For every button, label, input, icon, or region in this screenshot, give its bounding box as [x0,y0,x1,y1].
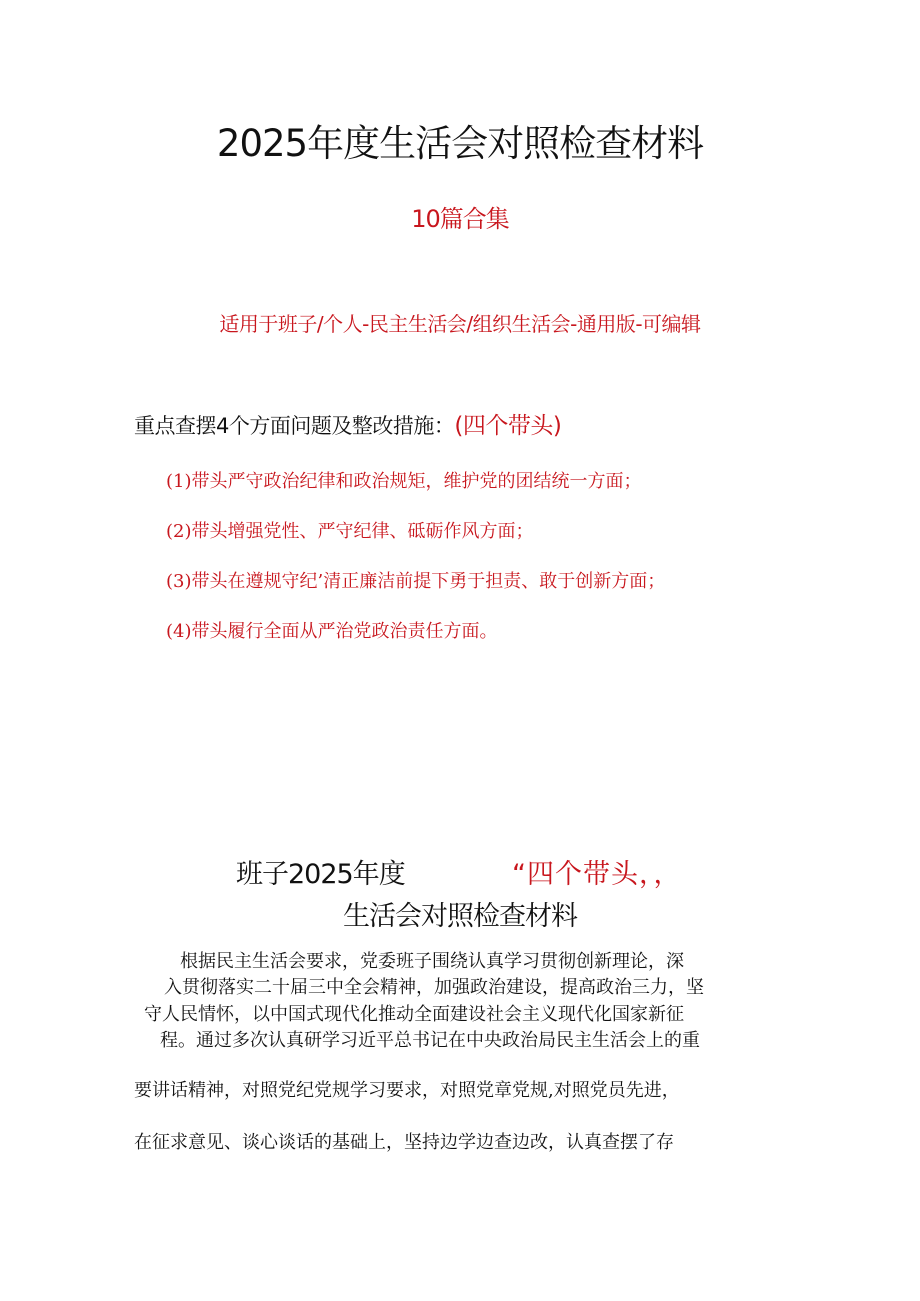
section-title-part2: “四个带头，， [512,859,682,890]
body-line-5: 要讲话精神，对照党纪党规学习要求，对照党章党规,对照党员先进， [134,1080,680,1101]
section-title-line2: 生活会对照检查材料 [343,901,577,932]
applicability-note: 适用于班子/个人-民主生活会/组织生活会-通用版-可编辑 [219,312,701,336]
document-title: 2025年度生活会对照检查材料 [216,122,704,165]
focus-heading [134,407,561,440]
body-line-1: 根据民主生活会要求，党委班子围绕认真学习贯彻创新理论，深 [180,951,684,972]
focus-item-4: (4)带头履行全面从严治党政治责任方面。 [166,621,498,642]
body-line-4: 程。通过多次认真研学习近平总书记在中央政治局民主生活会上的重 [160,1030,700,1051]
body-line-2: 入贯彻落实二十届三中全会精神，加强政治建设，提高政治三力，坚 [164,977,704,998]
focus-item-1: (1)带头严守政治纪律和政治规矩，维护党的团结统一方面； [166,471,642,492]
document-subtitle: 10篇合集 [411,205,509,233]
focus-highlight: (四个带头) [454,413,562,439]
body-line-3: 守人民情怀，以中国式现代化推动全面建设社会主义现代化国家新征 [144,1004,684,1025]
body-line-6: 在征求意见、谈心谈话的基础上，坚持边学边查边改，认真查摆了存 [134,1132,674,1153]
focus-item-3: (3)带头在遵规守纪’清正廉洁前提下勇于担责、敢于创新方面； [166,571,666,592]
focus-item-2: (2)带头增强党性、严守纪律、砥砺作风方面； [166,521,534,542]
section-title-part1: 班子2025年度 [236,859,405,890]
focus-label: 重点查摆4个方面问题及整改措施： [134,414,455,438]
